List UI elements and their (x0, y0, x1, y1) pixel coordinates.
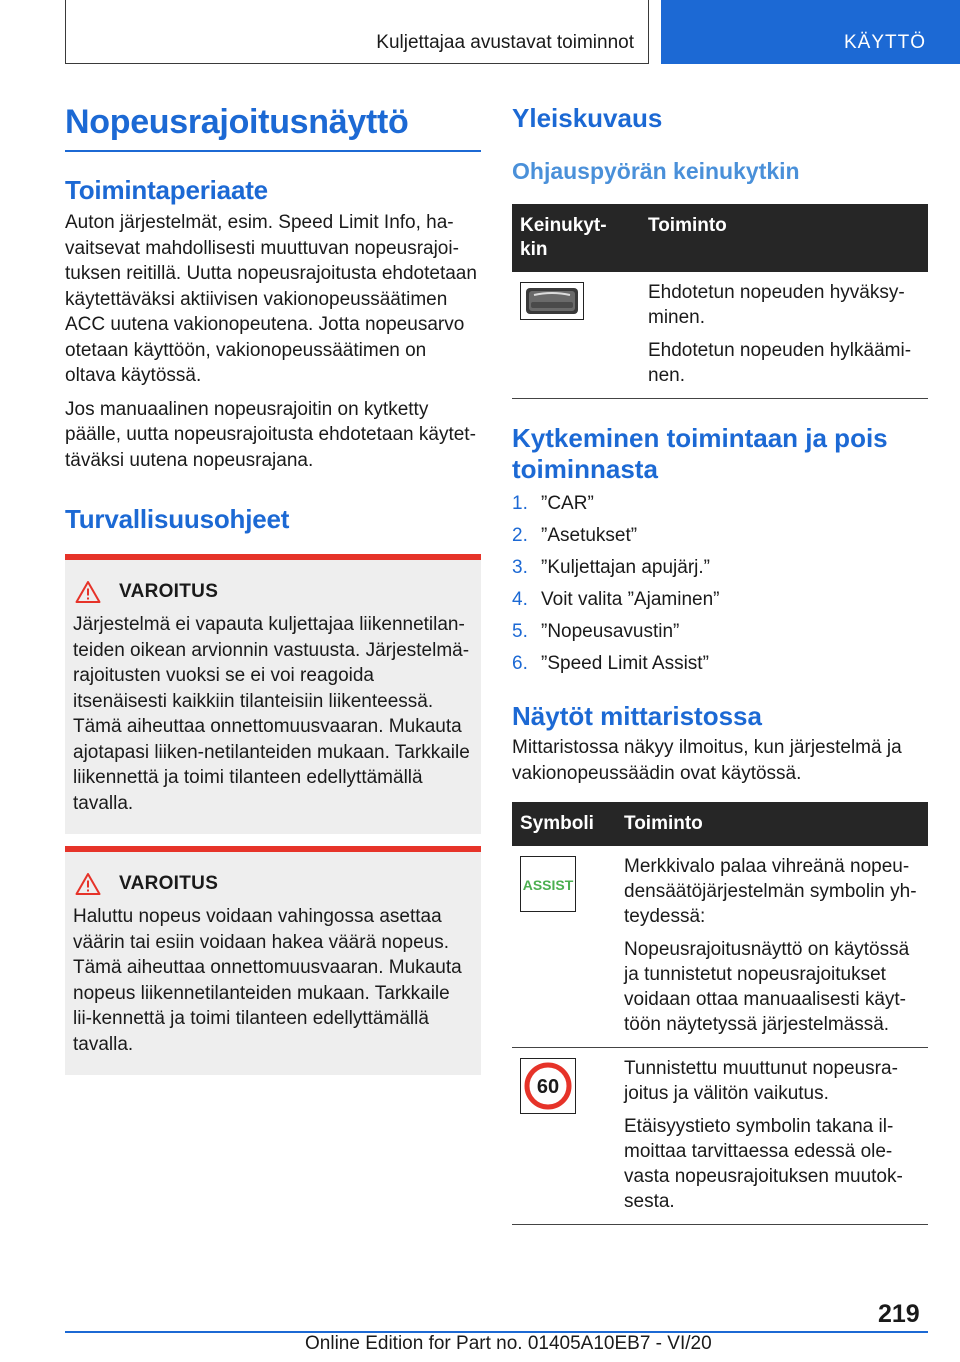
steps-list (512, 488, 928, 680)
table-header-cell: Toiminto (640, 204, 928, 272)
table-header-cell: Toiminto (616, 802, 928, 846)
table-row (512, 272, 928, 399)
table-header-row (512, 204, 928, 272)
symbol-table (512, 802, 928, 1225)
step-text: ”Asetukset” (541, 525, 638, 546)
principle-heading: Toimintaperiaate (65, 175, 268, 205)
rocker-switch-icon (520, 282, 584, 320)
right-column (512, 100, 928, 1225)
principle-paragraph-2: Jos manuaalinen nopeusrajoitin on kytketty päälle, uutta nopeusrajoitusta ehdotetaan käytet-täväksi uutena nopeusrajana. (65, 398, 476, 471)
overview-heading: Yleiskuvaus (512, 103, 663, 133)
header-section-title: Kuljettajaa avustavat toiminnot (376, 32, 634, 53)
list-item (512, 488, 928, 520)
safety-heading: Turvallisuusohjeet (65, 504, 290, 534)
page-title: Nopeusrajoitusnäyttö (65, 100, 481, 152)
speed-limit-value: 60 (536, 1076, 560, 1098)
step-number: 2. (512, 525, 528, 546)
warning-text: Järjestelmä ei vapauta kuljettajaa liikennetilan-teiden oikean arvionnin vastuusta. Järjestelmä-rajoitusten vuoksi se ei voi reagoida itsenäisesti kaikkiin tilanteisiin liikenteessä. Tämä aiheuttaa onnettomuusvaaran. Mukauta ajotapasi liiken-netilanteiden mukaan. Tarkkaile liikennettä ja toimi tilanteen edellyttämällä tavalla. (73, 614, 470, 814)
header-section-box (65, 0, 649, 64)
table-text-cell (640, 272, 928, 399)
warning-title: VAROITUS (119, 873, 219, 894)
step-text: ”Kuljettajan apujärj.” (541, 557, 710, 578)
warning-text: Haluttu nopeus voidaan vahingossa asettaa väärin tai esiin voidaan hakea väärä nopeus. Tämä aiheuttaa onnettomuusvaaran. Mukauta nopeus liikennetilanteiden mukaan. Tarkkaile lii-kennettä ja toimi tilanteen edellyttämällä tavalla. (73, 906, 462, 1055)
step-text: ”Speed Limit Assist” (541, 653, 709, 674)
step-number: 5. (512, 621, 528, 642)
table-text-cell (616, 846, 928, 1048)
warning-box (65, 846, 481, 1075)
assist-description-1: Merkkivalo palaa vihreänä nopeu-densäätöjärjestelmän symbolin yh-teydessä: (624, 856, 917, 927)
step-text: Voit valita ”Ajaminen” (541, 589, 720, 610)
left-column (65, 100, 481, 1075)
speed-limit-description-2: Etäisyystieto symbolin takana il-moittaa tarvittaessa edessä ole-vasta nopeusrajoituksen muutok-sesta. (624, 1116, 903, 1212)
step-number: 1. (512, 493, 528, 514)
rocker-heading: Ohjauspyörän keinukytkin (512, 158, 800, 184)
table-text-cell (616, 1048, 928, 1225)
warning-title-row (73, 872, 473, 896)
header-chapter-tab (661, 0, 960, 64)
list-item (512, 648, 928, 680)
page-number: 219 (878, 1300, 920, 1328)
principle-paragraph-1: Auton järjestelmät, esim. Speed Limit Info, ha-vaitsevat mahdollisesti muuttuvan nopeusrajoi-tuksen reitillä. Uutta nopeusrajoitusta ehdotetaan käytettäväksi aktiivisen vakionopeussäätimen ACC uutena vakionopeutena. Jotta nopeusarvo otetaan käyttöön, vakionopeussäätimen on oltava käytössä. (65, 212, 477, 386)
warning-box (65, 554, 481, 834)
warning-triangle-icon (75, 580, 101, 604)
speed-limit-sign-icon (520, 1058, 576, 1114)
table-header-row (512, 802, 928, 846)
assist-description-2: Nopeusrajoitusnäyttö on käytössä ja tunnistetut nopeusrajoitukset voidaan ottaa manuaalisesti käyt-töön näytetyssä järjestelmässä. (624, 939, 910, 1035)
list-item (512, 520, 928, 552)
speed-limit-description-1: Tunnistettu muuttunut nopeusra-joitus ja välitön vaikutus. (624, 1058, 898, 1104)
table-header-cell: Keinukyt-kin (512, 204, 640, 272)
footer-edition-text: Online Edition for Part no. 01405A10EB7 - VI/20 (305, 1333, 712, 1354)
step-text: ”Nopeusavustin” (541, 621, 680, 642)
table-header-cell: Symboli (512, 802, 616, 846)
step-number: 4. (512, 589, 528, 610)
warning-triangle-icon (75, 872, 101, 896)
rocker-reject-text: Ehdotetun nopeuden hylkäämi-nen. (648, 340, 912, 386)
table-icon-cell (512, 1048, 616, 1225)
header-chapter-label: KÄYTTÖ (844, 32, 927, 53)
step-text: ”CAR” (541, 493, 594, 514)
table-row (512, 846, 928, 1048)
warning-title: VAROITUS (119, 581, 219, 602)
switch-heading: Kytkeminen toimintaan ja pois toiminnasta (512, 423, 888, 484)
display-intro: Mittaristossa näkyy ilmoitus, kun järjestelmä ja vakionopeussäädin ovat käytössä. (512, 737, 902, 784)
table-row (512, 1048, 928, 1225)
assist-indicator-label: ASSIST (522, 877, 574, 893)
list-item (512, 616, 928, 648)
display-heading: Näytöt mittaristossa (512, 701, 762, 731)
rocker-table (512, 204, 928, 399)
step-number: 6. (512, 653, 528, 674)
list-item (512, 584, 928, 616)
assist-indicator-icon (520, 856, 576, 912)
list-item (512, 552, 928, 584)
table-icon-cell (512, 272, 640, 399)
table-icon-cell (512, 846, 616, 1048)
warning-title-row (73, 580, 473, 604)
rocker-accept-text: Ehdotetun nopeuden hyväksy-minen. (648, 282, 905, 328)
step-number: 3. (512, 557, 528, 578)
